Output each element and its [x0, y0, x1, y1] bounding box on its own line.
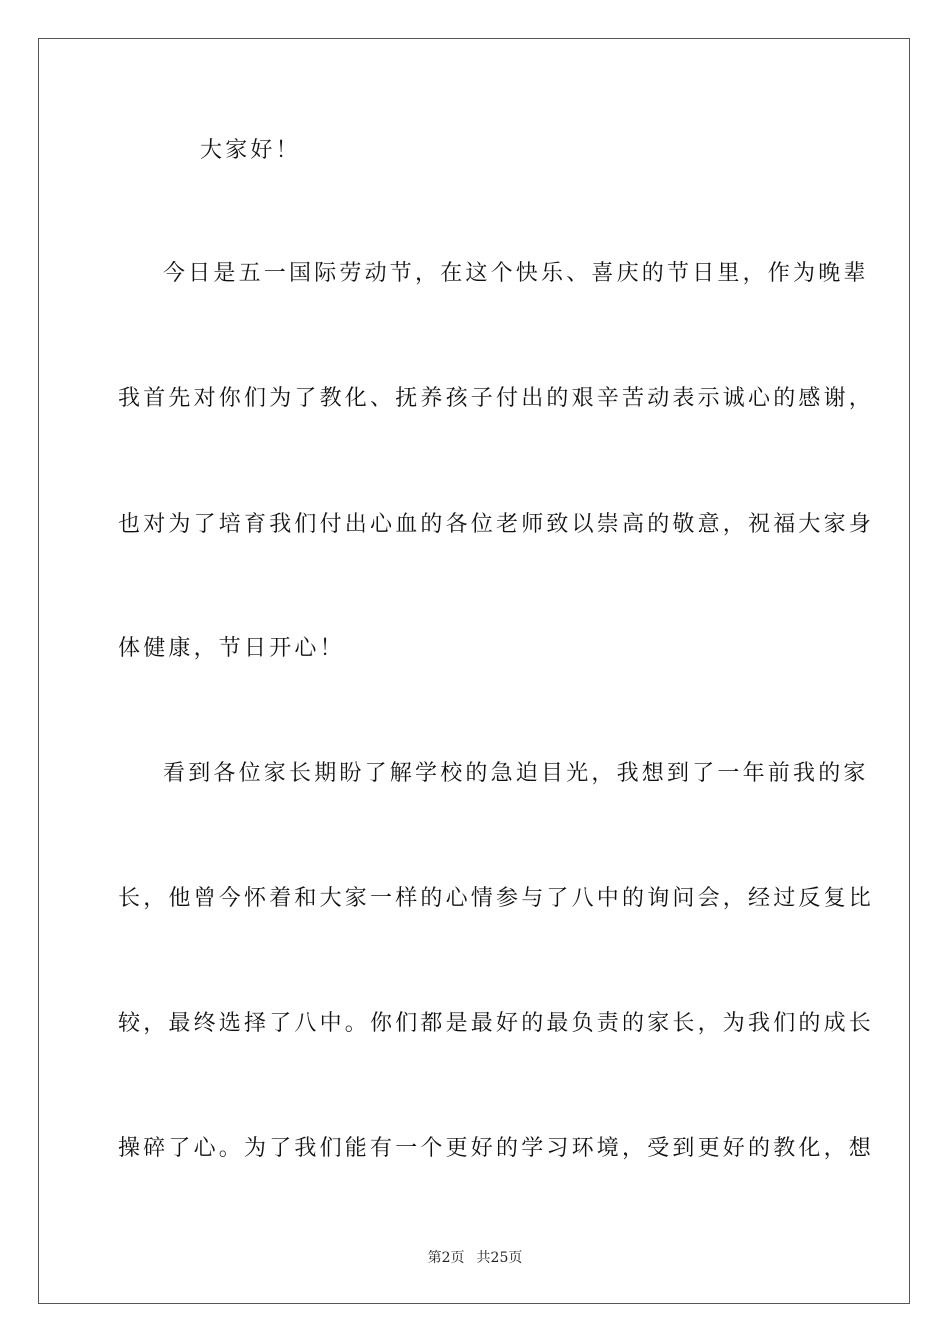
paragraph-1-line-4: 体健康，节日开心！	[118, 636, 345, 661]
paragraph-2-line-2: 长，他曾今怀着和大家一样的心情参与了八中的询问会，经过反复比	[118, 886, 875, 911]
page-number-total: 共25页	[476, 1250, 523, 1266]
greeting-line: 大家好！	[200, 138, 301, 163]
paragraph-2-line-3: 较，最终选择了八中。你们都是最好的最负责的家长，为我们的成长	[118, 1011, 875, 1036]
page-border	[38, 38, 910, 1304]
page-footer	[0, 1247, 950, 1267]
paragraph-1-line-2: 我首先对你们为了教化、抚养孩子付出的艰辛苦动表示诚心的感谢，	[118, 386, 875, 411]
paragraph-1-line-1: 今日是五一国际劳动节，在这个快乐、喜庆的节日里，作为晚辈	[163, 261, 869, 286]
paragraph-2-line-1: 看到各位家长期盼了解学校的急迫目光，我想到了一年前我的家	[163, 761, 869, 786]
paragraph-1-line-3: 也对为了培育我们付出心血的各位老师致以崇高的敬意，祝福大家身	[118, 512, 875, 537]
paragraph-2-line-4: 操碎了心。为了我们能有一个更好的学习环境，受到更好的教化，想	[118, 1136, 875, 1161]
page-number-current: 第2页	[427, 1250, 465, 1266]
